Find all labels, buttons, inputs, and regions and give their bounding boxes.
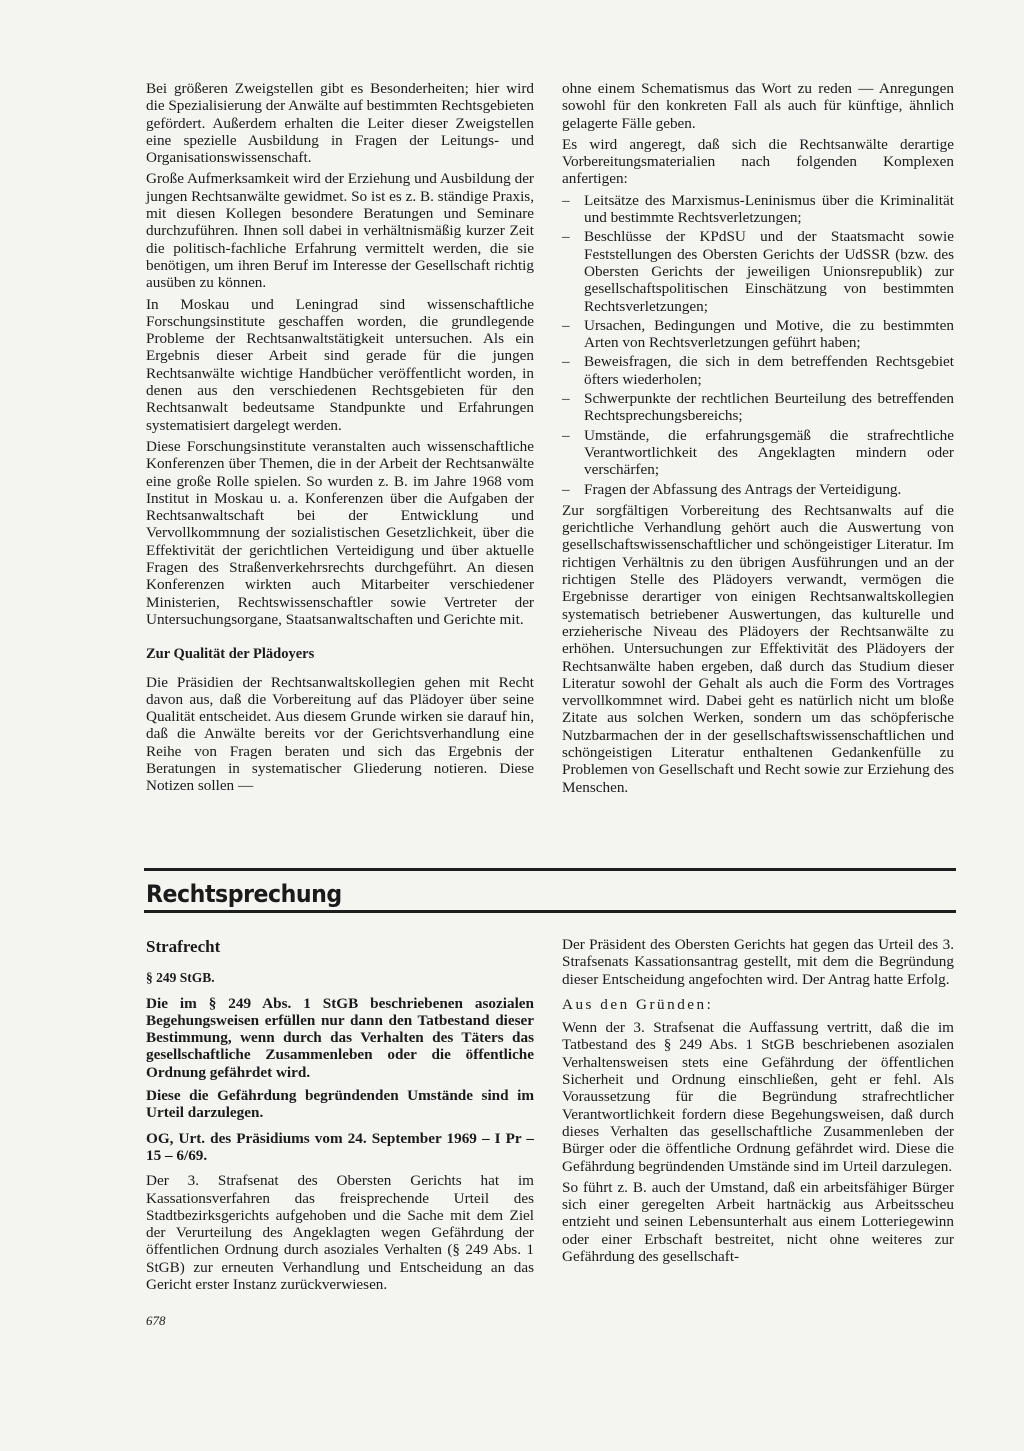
reasons-label: Aus den Gründen: xyxy=(562,995,714,1013)
right-column-bottom xyxy=(562,936,954,1269)
headnote: Die im § 249 Abs. 1 StGB beschriebenen asozialen Begehungsweisen erfüllen nur dann den Tatbestand dieser Bestimmung, wenn durch das Verhalten des Täters das gesellschaftliche Zusammenleben oder die öffentliche Ordnung gefährdet wird. xyxy=(146,994,534,1081)
list-item: – Ursachen, Bedingungen und Motive, die zu bestimmten Arten von Rechtsverletzungen geführt haben; xyxy=(562,317,954,352)
topic-heading: Strafrecht xyxy=(146,937,221,956)
headnote: Diese die Gefährdung begründenden Umstände sind im Urteil darzulegen. xyxy=(146,1087,534,1122)
paragraph: Es wird angeregt, daß sich die Rechtsanwälte derartige Vorbereitungsmaterialien nach folgenden Komplexen anfertigen: xyxy=(562,135,954,188)
section-rule-top xyxy=(144,868,956,871)
paragraph: Der 3. Strafsenat des Obersten Gerichts hat im Kassationsverfahren das freisprechende Urteil des Stadtbezirksgerichts aufgehoben und die Sache mit dem Ziel der Verurteilung des Angeklagten wegen Gefährdung der öffentlichen Ordnung durch asoziales Verhalten (§ 249 Abs. 1 StGB) zur erneuten Verhandlung und Entscheidung an das Gericht erster Instanz zurückverwiesen. xyxy=(146,1172,534,1294)
list-item: – Beweisfragen, die sich in dem betreffenden Rechtsgebiet öfters wiederholen; xyxy=(562,353,954,388)
list-item: – Schwerpunkte der rechtlichen Beurteilung des betreffenden Rechtsprechungsbereichs; xyxy=(562,390,954,425)
section-heading: Rechtsprechung xyxy=(146,880,342,908)
left-column-top xyxy=(146,80,534,799)
paragraph: Zur sorgfältigen Vorbereitung des Rechtsanwalts auf die gerichtliche Verhandlung gehört auch die Auswertung von gesellschaftswissenschaftlicher und schöngeistiger Literatur. Im richtigen Verhältnis zu den übrigen Ausführungen und an der richtigen Stelle des Plädoyers verwandt, vermögen die Ergebnisse derartiger von einigen Rechtsanwaltskollegien systematisch betriebener Auswertungen, das kulturelle und erzieherische Niveau des Plädoyers der Rechtsanwälte zu erhöhen. Untersuchungen zur Effektivität des Plädoyers der Rechtsanwälte haben ergeben, daß durch das Studium dieser Literatur sowohl der Gehalt als auch die Form des Vortrages vervollkommnet wird. Dabei geht es natürlich nicht um bloße Zitate aus solchen Werken, sondern um das schöpferische Nutzbarmachen der in der gesellschaftswissenschaftlichen und schöngeistigen Literatur enthaltenen Gedankenfülle zu Problemen von Gesellschaft und Recht sowie zur Erziehung des Menschen. xyxy=(562,501,954,796)
paragraph: In Moskau und Leningrad sind wissenschaftliche Forschungsinstitute geschaffen worden, die grundlegende Probleme der Rechtsanwaltstätigkeit untersuchen. Als ein Ergebnis dieser Arbeit sind gerade für die jungen Rechtsanwälte wichtige Handbücher veröffentlicht worden, in denen aus den verschiedenen Rechtsgebieten für den Rechtsanwalt bedeutsame Standpunkte und Erfahrungen systematisiert dargelegt werden. xyxy=(146,295,534,434)
paragraph: Wenn der 3. Strafsenat die Auffassung vertritt, daß die im Tatbestand des § 249 Abs. 1 StGB beschriebenen asozialen Verhaltensweisen stets eine Gefährdung der öffentlichen Sicherheit und Ordnung einschließen, geht er fehl. Als Voraussetzung für die Begründung strafrechtlicher Verantwortlichkeit fordern diese Begehungsweisen, daß durch dieses Verhalten das gesellschaftliche Zusammenleben der Bürger oder die öffentliche Ordnung gefährdet wird. Diese die Gefährdung begründenden Umstände sind im Urteil darzulegen. xyxy=(562,1019,954,1175)
left-column-bottom xyxy=(146,938,534,1297)
list-item: – Umstände, die erfahrungsgemäß die strafrechtliche Verantwortlichkeit des Angeklagten mindern oder verschärfen; xyxy=(562,427,954,479)
list-item: – Beschlüsse der KPdSU und der Staatsmacht sowie Feststellungen des Obersten Gerichts der UdSSR (bzw. des Obersten Gerichts der jeweiligen Unionsrepublik) zur gesellschaftspolitischen Einschätzung von bestimmten Rechtsverletzungen; xyxy=(562,228,954,314)
paragraph: ohne einem Schematismus das Wort zu reden — Anregungen sowohl für den konkreten Fall als auch für künftige, ähnlich gelagerte Fälle geben. xyxy=(562,80,954,132)
list-item: – Leitsätze des Marxismus-Leninismus über die Kriminalität und bestimmte Rechtsverletzungen; xyxy=(562,192,954,227)
right-column-top xyxy=(562,80,954,800)
paragraph: Diese Forschungsinstitute veranstalten auch wissenschaftliche Konferenzen über Themen, die in der Arbeit der Rechtsanwälte eine große Rolle spielen. So wurden z. B. im Jahre 1968 vom Institut in Moskau u. a. Konferenzen über die Aufgaben der Rechtsanwaltschaft bei der Entwicklung und Vervollkommnung der sozialistischen Gesetzlichkeit, über die Effektivität der gerichtlichen Verteidigung und über aktuelle Fragen des Straßenverkehrsrechts durchgeführt. An diesen Konferenzen wirkten auch Mitarbeiter verschiedener Ministerien, Rechtswissenschaftler sowie Vertreter der Untersuchungsorgane, Staatsanwaltschaften und Gerichte mit. xyxy=(146,437,534,628)
list-item: – Fragen der Abfassung des Antrags der Verteidigung. xyxy=(562,481,954,498)
page-number: 678 xyxy=(146,1313,166,1328)
paragraph: So führt z. B. auch der Umstand, daß ein arbeitsfähiger Bürger sich einer geregelten Arbeit hartnäckig aus Arbeitsscheu entzieht und seinen Lebensunterhalt aus einem Lotteriegewinn oder einer Erbschaft bestreitet, nicht ohne weiteres zur Gefährdung des gesellschaft- xyxy=(562,1178,954,1266)
statute-reference: § 249 StGB. xyxy=(146,970,215,986)
paragraph: Bei größeren Zweigstellen gibt es Besonderheiten; hier wird die Spezialisierung der Anwälte auf bestimmten Rechtsgebieten gefördert. Außerdem erhalten die Leiter dieser Zweigstellen eine spezielle Ausbildung in Fragen der Leitungs- und Organisationswissenschaft. xyxy=(146,80,535,167)
complex-list xyxy=(562,192,954,498)
section-rule-bottom xyxy=(144,910,956,913)
paragraph: Der Präsident des Obersten Gerichts hat gegen das Urteil des 3. Strafsenats Kassationsantrag gestellt, mit dem die Begründung dieser Entscheidung angefochten wird. Der Antrag hatte Erfolg. xyxy=(562,936,954,988)
paragraph: Große Aufmerksamkeit wird der Erziehung und Ausbildung der jungen Rechtsanwälte gewidmet. So ist es z. B. ständige Praxis, mit diesen Kollegen besondere Beratungen und Seminare durchzuführen. Ihnen soll dabei in verhältnismäßig kurzer Zeit die politisch-fachliche Erfahrung vermittelt werden, die sie benötigen, um ihren Beruf im Interesse der Gesellschaft richtig ausüben zu können. xyxy=(146,170,534,292)
court-citation: OG, Urt. des Präsidiums vom 24. September 1969 – I Pr – 15 – 6/69. xyxy=(146,1129,534,1164)
paragraph: Die Präsidien der Rechtsanwaltskollegien gehen mit Recht davon aus, daß die Vorbereitung auf das Plädoyer über seine Qualität entscheidet. Aus diesem Grunde wirken sie darauf hin, daß die Anwälte bereits vor der Gerichtsverhandlung eine Reihe von Fragen beraten und sich das Ergebnis der Beratungen in systematischer Gliederung notieren. Diese Notizen sollen — xyxy=(146,673,534,795)
subheading: Zur Qualität der Plädoyers xyxy=(146,646,315,663)
